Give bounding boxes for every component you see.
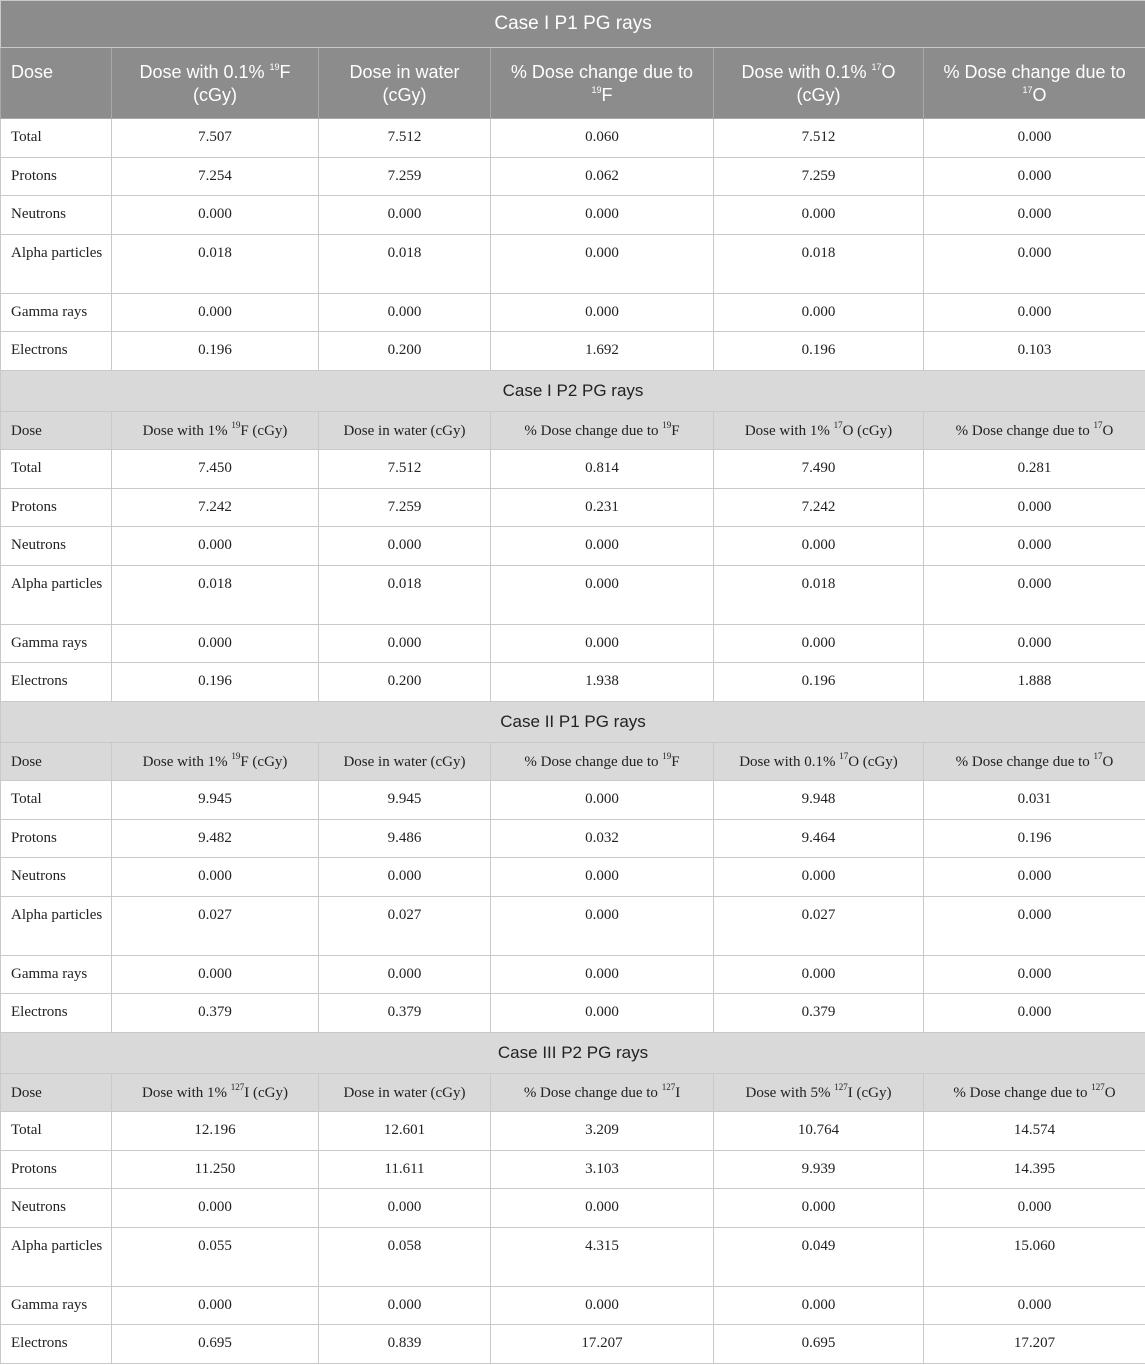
table-row [1,196,1145,235]
header-text-suffix: F [671,422,680,439]
table-cell: 10.764 [714,1112,924,1151]
header-text: % Dose change due to [955,753,1094,770]
column-header [924,411,1145,450]
table-row [1,450,1145,489]
table-cell: 0.000 [924,565,1145,624]
table-cell: 0.000 [714,196,924,235]
table-cell: 9.939 [714,1150,924,1189]
table-cell: 7.512 [319,450,491,489]
table-cell: 0.000 [714,293,924,332]
table-cell: 0.000 [924,1189,1145,1228]
isotope-mass-number: 127 [230,1081,245,1092]
column-header [112,48,319,119]
row-label: Gamma rays [1,955,112,994]
table-row [1,157,1145,196]
header-text: Dose [11,1084,42,1101]
table-row [1,488,1145,527]
table-cell: 1.938 [491,663,714,702]
column-header [319,742,491,781]
isotope-mass-number: 17 [833,419,843,430]
table-row [1,1286,1145,1325]
table-cell: 0.000 [319,624,491,663]
table-cell: 4.315 [491,1227,714,1286]
table-cell: 0.000 [924,527,1145,566]
table-cell: 0.000 [714,527,924,566]
header-text: % Dose change due to [524,422,663,439]
isotope-mass-number: 19 [231,419,241,430]
table-cell: 0.000 [112,1286,319,1325]
header-text: Dose with 0.1% [139,62,270,82]
table-row [1,293,1145,332]
table-cell: 9.945 [319,781,491,820]
table-cell: 0.000 [924,955,1145,994]
table-cell: 0.000 [924,858,1145,897]
row-label: Protons [1,1150,112,1189]
table-cell: 7.512 [714,119,924,158]
table-cell: 0.000 [491,527,714,566]
table-cell: 0.000 [112,293,319,332]
column-header [491,48,714,119]
table-cell: 0.000 [491,994,714,1033]
table-cell: 3.103 [491,1150,714,1189]
table-row [1,332,1145,371]
header-text: Dose in water (cGy) [349,62,460,105]
row-label: Gamma rays [1,624,112,663]
table-cell: 7.254 [112,157,319,196]
table-cell: 0.000 [112,858,319,897]
column-header [924,1073,1145,1112]
table-cell: 15.060 [924,1227,1145,1286]
table-cell: 0.000 [112,1189,319,1228]
table-cell: 0.031 [924,781,1145,820]
table-cell: 7.259 [714,157,924,196]
header-text: % Dose change due to [523,1084,662,1101]
header-text: Dose with 1% [142,1084,231,1101]
row-label: Neutrons [1,527,112,566]
row-label: Electrons [1,663,112,702]
column-header [714,1073,924,1112]
column-header [112,742,319,781]
header-text-suffix: F (cGy) [193,62,291,105]
column-header [714,411,924,450]
table-cell: 0.379 [319,994,491,1033]
table-row [1,994,1145,1033]
table-cell: 12.196 [112,1112,319,1151]
table-cell: 0.000 [491,781,714,820]
table-cell: 0.018 [714,234,924,293]
isotope-mass-number: 17 [871,62,882,72]
isotope-mass-number: 19 [662,750,672,761]
table-cell: 0.000 [491,565,714,624]
table-row [1,234,1145,293]
table-row [1,955,1145,994]
column-header [1,1073,112,1112]
table-cell: 7.512 [319,119,491,158]
table-cell: 0.000 [924,994,1145,1033]
table-cell: 0.000 [491,624,714,663]
isotope-mass-number: 19 [662,419,672,430]
row-label: Electrons [1,332,112,371]
table-cell: 9.945 [112,781,319,820]
header-text: Dose with 1% [142,422,232,439]
table-cell: 0.027 [714,896,924,955]
table-cell: 0.231 [491,488,714,527]
table-cell: 0.000 [714,1189,924,1228]
table-cell: 0.058 [319,1227,491,1286]
table-cell: 9.486 [319,819,491,858]
isotope-mass-number: 19 [591,85,602,95]
row-label: Total [1,119,112,158]
table-cell: 0.018 [714,565,924,624]
table-cell: 0.018 [319,234,491,293]
table-cell: 0.000 [319,858,491,897]
header-text: Dose with 0.1% [741,62,872,82]
table-cell: 0.281 [924,450,1145,489]
section-title: Case III P2 PG rays [1,1032,1145,1073]
isotope-mass-number: 17 [1093,419,1103,430]
row-label: Gamma rays [1,293,112,332]
table-cell: 7.507 [112,119,319,158]
table-cell: 0.000 [491,293,714,332]
table-cell: 7.259 [319,488,491,527]
row-label: Neutrons [1,1189,112,1228]
header-text-suffix: O [1102,422,1114,439]
table-cell: 0.839 [319,1325,491,1364]
header-text: % Dose change due to [510,62,694,82]
table-cell: 0.379 [112,994,319,1033]
table-cell: 0.000 [924,119,1145,158]
header-text: Dose with 1% [744,422,834,439]
column-header [714,48,924,119]
table-cell: 0.000 [924,293,1145,332]
table-row [1,119,1145,158]
table-row [1,819,1145,858]
header-text-suffix: I [675,1084,681,1101]
table-cell: 0.000 [714,955,924,994]
row-label: Total [1,1112,112,1151]
header-text-suffix: I (cGy) [847,1084,892,1101]
table-cell: 0.018 [112,565,319,624]
table-cell: 0.379 [714,994,924,1033]
header-text: % Dose change due to [953,1084,1092,1101]
table-cell: 0.000 [319,293,491,332]
row-label: Total [1,450,112,489]
table-cell: 0.049 [714,1227,924,1286]
table-cell: 0.000 [491,1286,714,1325]
isotope-mass-number: 17 [839,750,849,761]
table-cell: 0.000 [714,858,924,897]
table-cell: 9.948 [714,781,924,820]
table-cell: 0.695 [112,1325,319,1364]
table-cell: 0.000 [319,1189,491,1228]
table-cell: 7.490 [714,450,924,489]
table-cell: 0.000 [319,955,491,994]
row-label: Neutrons [1,196,112,235]
table-cell: 0.000 [714,624,924,663]
table-cell: 0.000 [491,896,714,955]
row-label: Protons [1,157,112,196]
column-header-row [1,48,1145,119]
table-cell: 0.000 [924,1286,1145,1325]
row-label: Alpha particles [1,1227,112,1286]
column-header-row [1,411,1145,450]
header-text-suffix: O (cGy) [848,753,898,770]
table-cell: 7.242 [112,488,319,527]
header-text: Dose [11,753,42,770]
table-cell: 0.000 [924,157,1145,196]
table-cell: 0.000 [112,527,319,566]
row-label: Protons [1,488,112,527]
header-text: Dose in water (cGy) [343,422,466,439]
table-cell: 7.242 [714,488,924,527]
column-header [1,48,112,119]
table-cell: 0.032 [491,819,714,858]
section-title: Case II P1 PG rays [1,701,1145,742]
header-text-suffix: O (cGy) [796,62,896,105]
table-cell: 0.000 [491,196,714,235]
table-cell: 0.000 [319,1286,491,1325]
table-cell: 0.062 [491,157,714,196]
table-cell: 0.000 [714,1286,924,1325]
table-cell: 0.000 [319,196,491,235]
table-cell: 0.200 [319,332,491,371]
table-cell: 14.574 [924,1112,1145,1151]
table-cell: 0.027 [112,896,319,955]
header-text: Dose [11,422,42,439]
column-header [491,1073,714,1112]
header-text-suffix: O [1102,753,1114,770]
header-text: Dose with 1% [142,753,232,770]
table-cell: 0.196 [112,332,319,371]
table-row [1,1227,1145,1286]
column-header [924,48,1145,119]
table-row [1,565,1145,624]
header-text: % Dose change due to [955,422,1094,439]
table-cell: 11.250 [112,1150,319,1189]
column-header [924,742,1145,781]
column-header [491,742,714,781]
section-title: Case I P2 PG rays [1,370,1145,411]
header-text-suffix: F [601,85,613,105]
table-row [1,527,1145,566]
isotope-mass-number: 127 [661,1081,676,1092]
section-title-row [1,701,1145,742]
isotope-mass-number: 17 [1022,85,1033,95]
row-label: Total [1,781,112,820]
header-text: % Dose change due to [524,753,663,770]
column-header [319,411,491,450]
column-header [112,411,319,450]
table-cell: 0.000 [924,234,1145,293]
column-header-row [1,1073,1145,1112]
column-header-row [1,742,1145,781]
table-cell: 0.000 [924,896,1145,955]
section-title-row [1,1032,1145,1073]
table-cell: 0.196 [112,663,319,702]
table-cell: 0.018 [112,234,319,293]
table-cell: 12.601 [319,1112,491,1151]
header-text: Dose in water (cGy) [343,753,466,770]
row-label: Electrons [1,994,112,1033]
isotope-mass-number: 17 [1093,750,1103,761]
header-text-suffix: O [1032,85,1047,105]
table-cell: 0.103 [924,332,1145,371]
table-cell: 1.888 [924,663,1145,702]
table-cell: 0.000 [112,196,319,235]
table-cell: 7.450 [112,450,319,489]
isotope-mass-number: 19 [231,750,241,761]
table-cell: 3.209 [491,1112,714,1151]
column-header [491,411,714,450]
table-cell: 0.196 [714,663,924,702]
row-label: Gamma rays [1,1286,112,1325]
table-row [1,663,1145,702]
table-cell: 0.000 [112,624,319,663]
table-cell: 7.259 [319,157,491,196]
isotope-mass-number: 127 [834,1081,848,1092]
table-cell: 0.000 [112,955,319,994]
header-text: Dose [11,62,54,82]
header-text: Dose with 0.1% [739,753,840,770]
table-cell: 0.000 [491,858,714,897]
table-cell: 0.695 [714,1325,924,1364]
isotope-mass-number: 19 [269,62,280,72]
table-row [1,896,1145,955]
column-header [714,742,924,781]
table-cell: 1.692 [491,332,714,371]
column-header [112,1073,319,1112]
section-title-row [1,1,1145,48]
table-cell: 0.196 [714,332,924,371]
table-cell: 9.482 [112,819,319,858]
table-cell: 0.000 [491,234,714,293]
table-cell: 0.814 [491,450,714,489]
header-text-suffix: F [671,753,680,770]
table-row [1,858,1145,897]
table-row [1,781,1145,820]
table-cell: 0.000 [319,527,491,566]
header-text: Dose with 5% [745,1084,835,1101]
table-cell: 0.055 [112,1227,319,1286]
table-cell: 0.000 [924,624,1145,663]
row-label: Alpha particles [1,565,112,624]
table-cell: 0.000 [924,196,1145,235]
table-cell: 17.207 [924,1325,1145,1364]
column-header [1,411,112,450]
table-row [1,1189,1145,1228]
header-text-suffix: F (cGy) [240,422,288,439]
table-cell: 0.000 [491,955,714,994]
column-header [1,742,112,781]
table-row [1,1150,1145,1189]
table-cell: 14.395 [924,1150,1145,1189]
table-cell: 17.207 [491,1325,714,1364]
row-label: Alpha particles [1,234,112,293]
section-title: Case I P1 PG rays [1,1,1145,48]
header-text: % Dose change due to [943,62,1126,82]
dose-table-body [1,1,1145,1364]
table-row [1,1112,1145,1151]
header-text-suffix: F (cGy) [240,753,288,770]
row-label: Neutrons [1,858,112,897]
row-label: Electrons [1,1325,112,1364]
table-cell: 9.464 [714,819,924,858]
column-header [319,1073,491,1112]
table-row [1,624,1145,663]
header-text-suffix: O (cGy) [842,422,893,439]
section-title-row [1,370,1145,411]
table-cell: 0.060 [491,119,714,158]
table-cell: 11.611 [319,1150,491,1189]
header-text-suffix: O [1104,1084,1116,1101]
header-text-suffix: I (cGy) [244,1084,288,1101]
table-cell: 0.000 [491,1189,714,1228]
row-label: Alpha particles [1,896,112,955]
table-cell: 0.000 [924,488,1145,527]
header-text: Dose in water (cGy) [343,1084,466,1101]
row-label: Protons [1,819,112,858]
table-cell: 0.027 [319,896,491,955]
table-cell: 0.018 [319,565,491,624]
table-cell: 0.196 [924,819,1145,858]
isotope-mass-number: 127 [1091,1081,1105,1092]
column-header [319,48,491,119]
table-row [1,1325,1145,1364]
table-cell: 0.200 [319,663,491,702]
